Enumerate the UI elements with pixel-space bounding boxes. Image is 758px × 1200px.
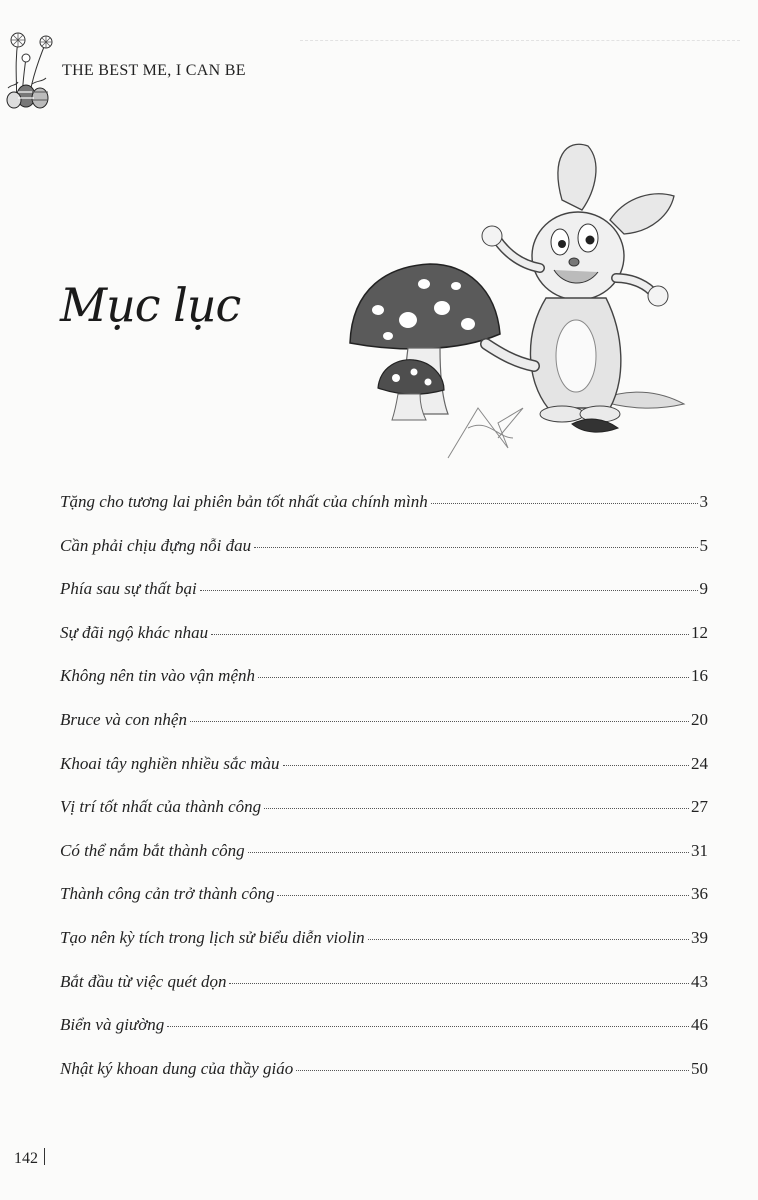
toc-entry (60, 841, 708, 885)
toc-leader-dots (229, 983, 689, 984)
toc-leader-dots (277, 895, 689, 896)
toc-leader-dots (283, 765, 689, 766)
toc-leader-dots (258, 677, 689, 678)
toc-entry (60, 666, 708, 710)
toc-entry-page: 46 (691, 1015, 708, 1035)
toc-entry-page: 20 (691, 709, 708, 729)
running-header-title: THE BEST ME, I CAN BE (62, 62, 246, 79)
toc-leader-dots (431, 503, 698, 504)
toc-entry (60, 754, 708, 798)
table-of-contents (60, 492, 708, 1102)
toc-entry (60, 797, 708, 841)
toc-entry (60, 1015, 708, 1059)
toc-entry-page: 9 (699, 579, 708, 599)
toc-entry (60, 884, 708, 928)
toc-entry-title: Không nên tin vào vận mệnh (60, 666, 255, 686)
toc-entry-title: Sự đãi ngộ khác nhau (60, 622, 209, 642)
toc-entry-title: Tặng cho tương lai phiên bản tốt nhất của chính mình (60, 492, 428, 511)
page-footer (14, 1148, 45, 1168)
toc-entry-title: Tạo nên kỳ tích trong lịch sử biểu diễn violin (60, 927, 365, 947)
toc-entry-title: Bắt đầu từ việc quét dọn (60, 971, 227, 991)
toc-entry-page: 36 (691, 884, 708, 904)
toc-entry-page: 31 (691, 840, 708, 860)
toc-entry-title: Nhật ký khoan dung của thầy giáo (60, 1058, 294, 1078)
toc-entry-page: 12 (691, 622, 708, 642)
toc-entry-page: 5 (699, 535, 708, 555)
toc-entry (60, 536, 708, 580)
toc-entry-page: 27 (691, 797, 708, 817)
toc-entry-title: Cần phải chịu đựng nỗi đau (60, 535, 252, 555)
footer-divider (44, 1148, 45, 1165)
toc-entry-title: Phía sau sự thất bại (60, 579, 197, 599)
toc-entry-title: Có thể nắm bắt thành công (60, 840, 245, 860)
toc-leader-dots (248, 852, 689, 853)
toc-entry (60, 1059, 708, 1103)
toc-leader-dots (211, 634, 689, 635)
toc-entry (60, 928, 708, 972)
toc-entry-page: 39 (691, 927, 708, 947)
toc-entry-page: 24 (691, 753, 708, 773)
toc-leader-dots (254, 547, 697, 548)
toc-entry (60, 710, 708, 754)
toc-leader-dots (296, 1070, 689, 1071)
toc-entry-page: 3 (699, 492, 708, 511)
toc-entry-page: 16 (691, 666, 708, 686)
toc-entry-title: Biển và giường (60, 1015, 165, 1035)
faint-bleed-line (300, 40, 740, 41)
page-heading: Mục lục (60, 278, 241, 332)
toc-entry (60, 492, 708, 536)
toc-entry (60, 972, 708, 1016)
page-number: 142 (14, 1150, 38, 1167)
toc-entry-title: Thành công cản trở thành công (60, 884, 275, 904)
toc-leader-dots (200, 590, 698, 591)
toc-entry-title: Vị trí tốt nhất của thành công (60, 797, 262, 817)
toc-entry (60, 579, 708, 623)
toc-leader-dots (190, 721, 689, 722)
toc-entry-page: 43 (691, 971, 708, 991)
flowers-and-eggs-icon (2, 28, 60, 110)
toc-entry-title: Khoai tây nghiền nhiều sắc màu (60, 753, 280, 773)
toc-entry-title: Bruce và con nhện (60, 709, 187, 729)
toc-leader-dots (368, 939, 689, 940)
toc-entry-page: 50 (691, 1058, 708, 1078)
toc-entry (60, 623, 708, 667)
toc-leader-dots (167, 1026, 689, 1027)
toc-leader-dots (264, 808, 689, 809)
rabbit-and-mushroom-illustration (348, 138, 700, 468)
